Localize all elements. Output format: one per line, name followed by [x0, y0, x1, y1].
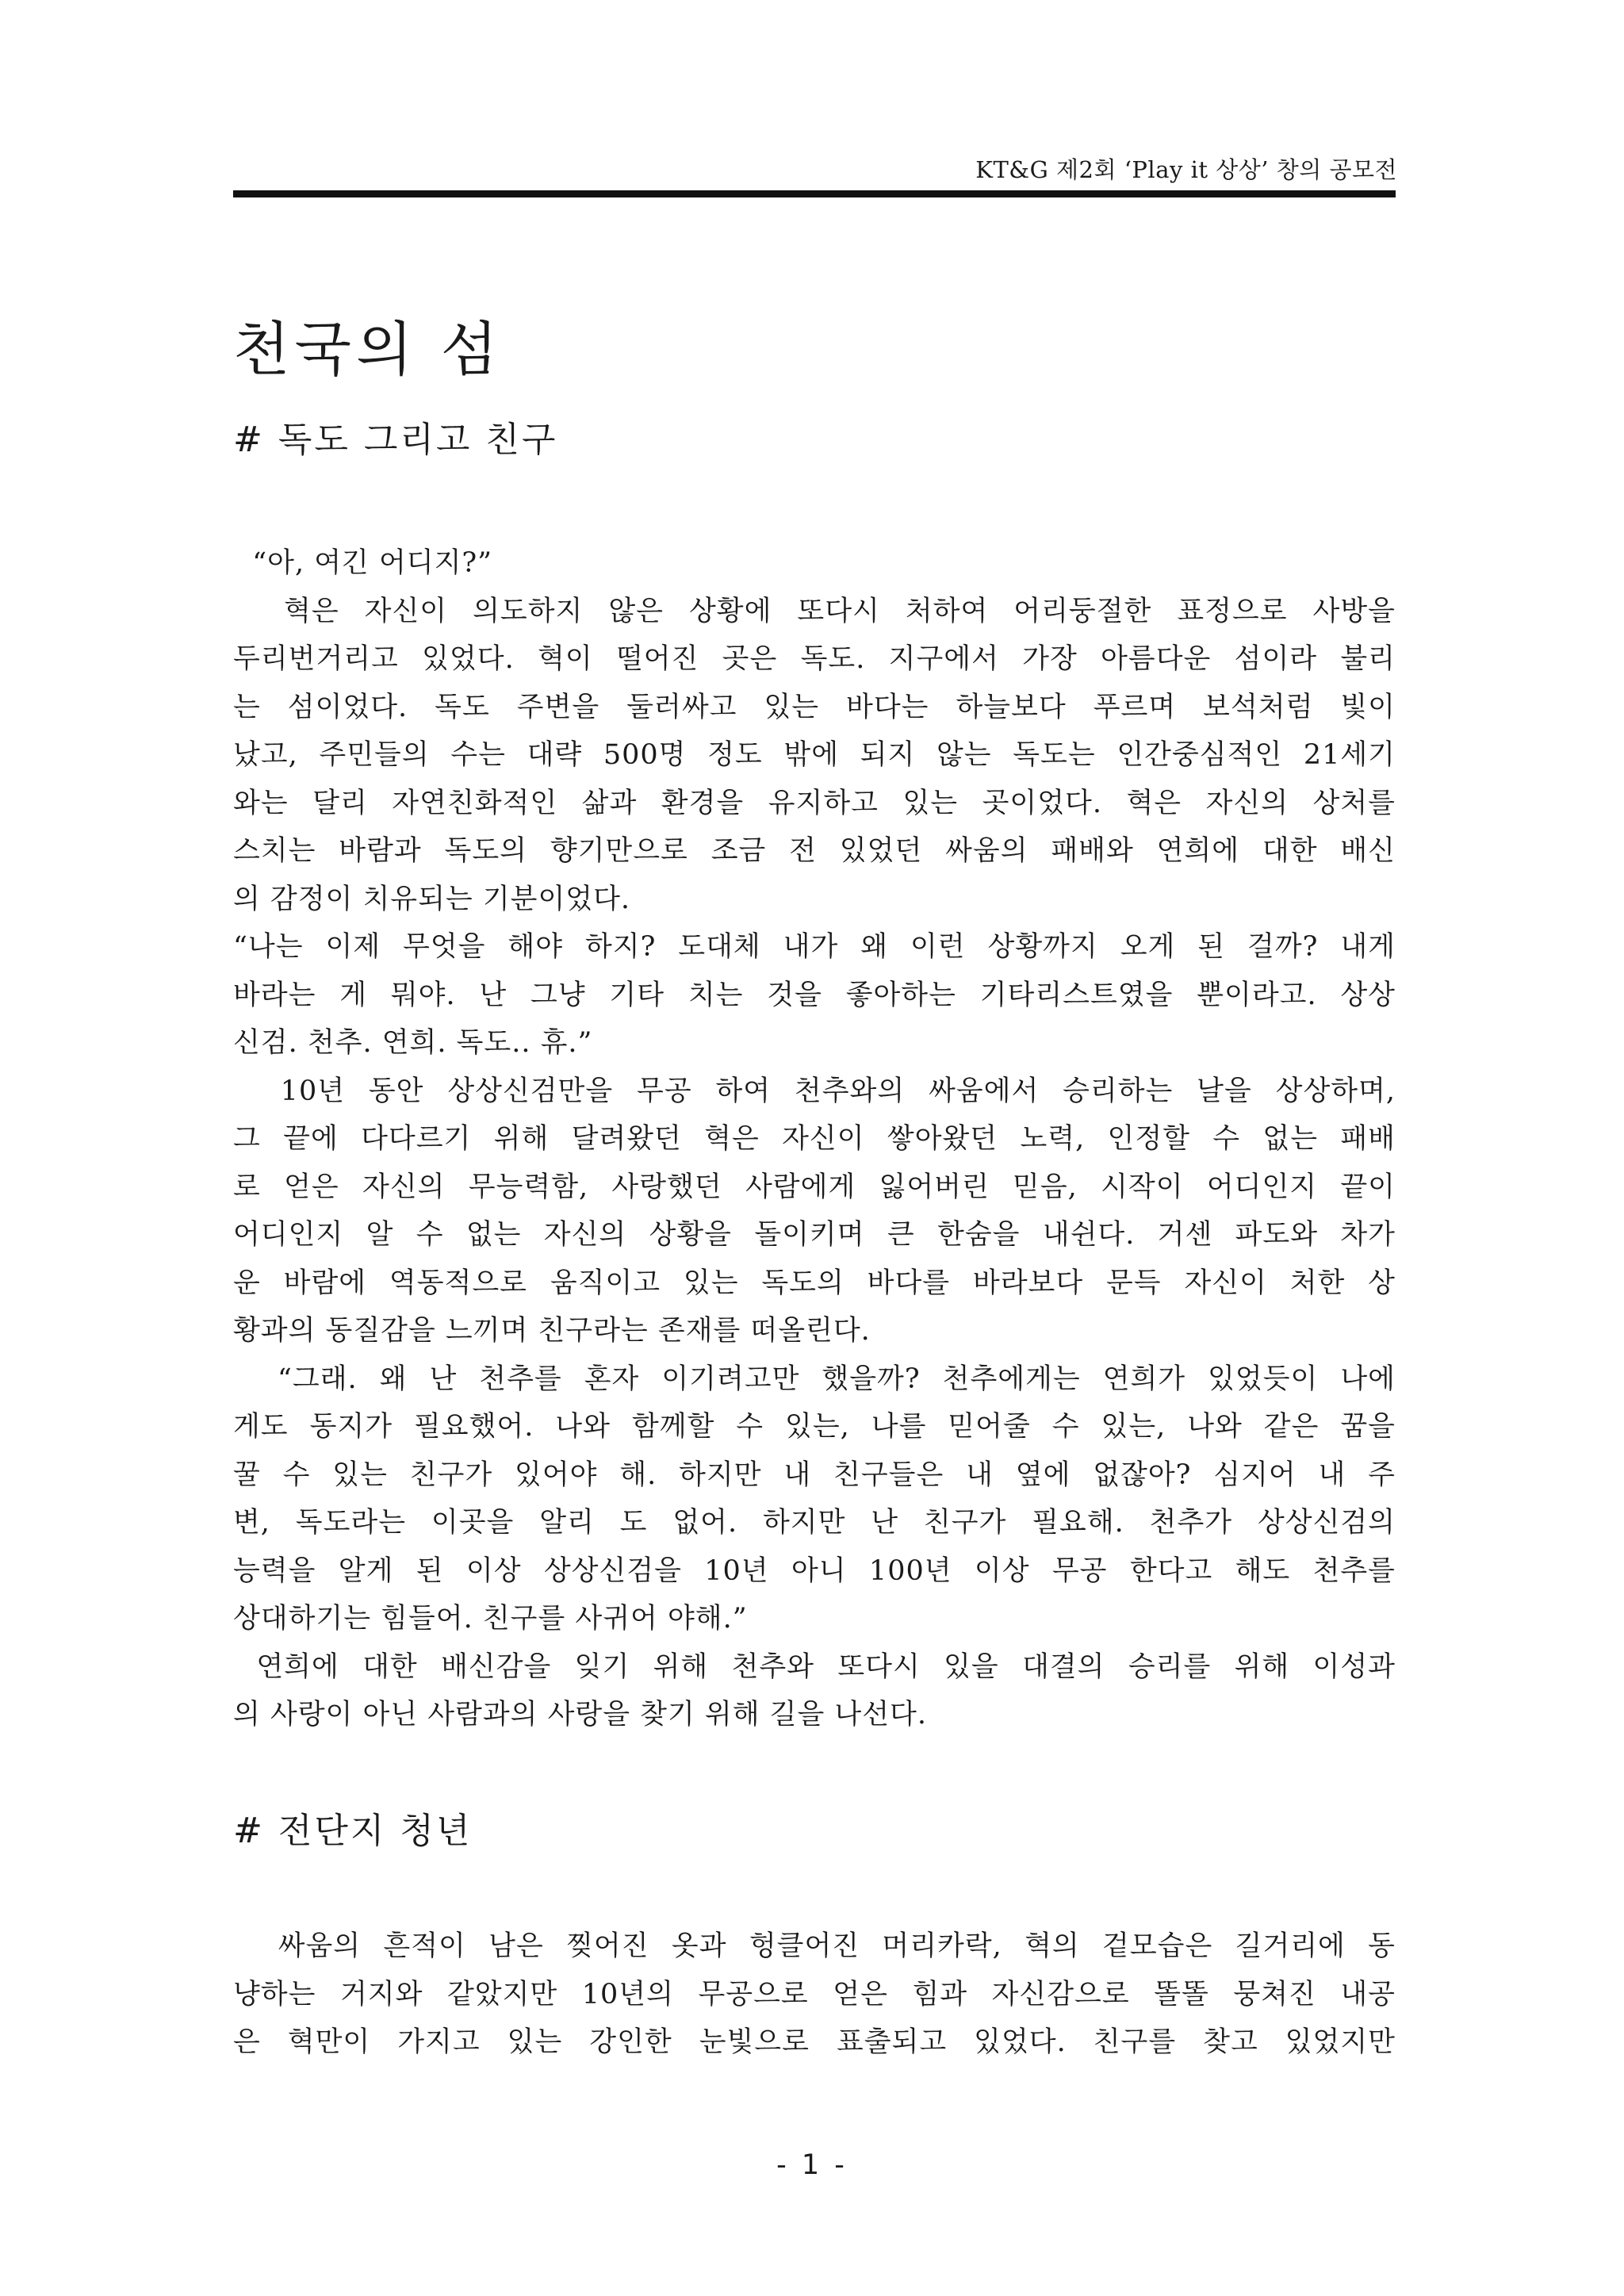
text-line: 났고, 주민들의 수는 대략 500명 정도 밖에 되지 않는 독도는 인간중심적인 21세기 — [233, 739, 1396, 771]
text-line: 신검. 천추. 연희. 독도.. 휴.” — [233, 1027, 593, 1059]
text-line: 혁은 자신이 의도하지 않은 상황에 또다시 처하여 어리둥절한 표정으로 사방을 — [233, 595, 1396, 627]
section-body-flyer — [233, 1922, 1396, 2067]
document-title: 천국의 섬 — [233, 315, 503, 384]
text-line: 와는 달리 자연친화적인 삶과 환경을 유지하고 있는 곳이었다. 혁은 자신의 상처를 — [233, 787, 1396, 819]
text-line: 변, 독도라는 이곳을 알리 도 없어. 하지만 난 친구가 필요해. 천추가 상상신검의 — [233, 1507, 1396, 1539]
text-line: 꿀 수 있는 친구가 있어야 해. 하지만 내 친구들은 내 옆에 없잖아? 심지어 내 주 — [233, 1458, 1396, 1491]
text-line: 냥하는 거지와 같았지만 10년의 무공으로 얻은 힘과 자신감으로 똘똘 뭉쳐진 내공 — [233, 1978, 1396, 2010]
text-line: 는 섬이었다. 독도 주변을 둘러싸고 있는 바다는 하늘보다 푸르며 보석처럼 빛이 — [233, 691, 1396, 723]
running-header: KT&G 제2회 ‘Play it 상상’ 창의 공모전 — [975, 156, 1397, 183]
text-line: 바라는 게 뭐야. 난 그냥 기타 치는 것을 좋아하는 기타리스트였을 뿐이라고. 상상 — [233, 979, 1396, 1011]
text-line: 상대하기는 힘들어. 친구를 사귀어 야해.” — [233, 1603, 748, 1635]
text-line: 어디인지 알 수 없는 자신의 상황을 돌이키며 큰 한숨을 내쉰다. 거센 파도와 차가 — [233, 1219, 1396, 1251]
section-heading-dokdo: # 독도 그리고 친구 — [233, 420, 558, 460]
text-line: 그 끝에 다다르기 위해 달려왔던 혁은 자신이 쌓아왔던 노력, 인정할 수 없는 패배 — [233, 1123, 1396, 1155]
text-line: 두리번거리고 있었다. 혁이 떨어진 곳은 독도. 지구에서 가장 아름다운 섬이라 불리 — [233, 643, 1396, 675]
text-line: “나는 이제 무엇을 해야 하지? 도대체 내가 왜 이런 상황까지 오게 된 걸까? 내게 — [233, 931, 1396, 963]
text-line: “아, 여긴 어디지?” — [233, 547, 493, 579]
text-line: 10년 동안 상상신검만을 무공 하여 천추와의 싸움에서 승리하는 날을 상상하며, — [233, 1075, 1396, 1107]
text-line: 게도 동지가 필요했어. 나와 함께할 수 있는, 나를 믿어줄 수 있는, 나와 같은 꿈을 — [233, 1411, 1396, 1443]
text-line: 연희에 대한 배신감을 잊기 위해 천추와 또다시 있을 대결의 승리를 위해 이성과 — [233, 1650, 1396, 1683]
text-line: 능력을 알게 된 이상 상상신검을 10년 아니 100년 이상 무공 한다고 해도 천추를 — [233, 1554, 1396, 1587]
text-line: 의 감정이 치유되는 기분이었다. — [233, 883, 631, 915]
section-body-dokdo — [233, 539, 1396, 1739]
header-rule — [233, 190, 1396, 197]
text-line: 싸움의 흔적이 남은 찢어진 옷과 헝클어진 머리카락, 혁의 겉모습은 길거리에 동 — [233, 1930, 1396, 1962]
text-line: 황과의 동질감을 느끼며 친구라는 존재를 떠올린다. — [233, 1315, 871, 1347]
text-line: 로 얻은 자신의 무능력함, 사랑했던 사람에게 잃어버린 믿음, 시작이 어디인지 끝이 — [233, 1171, 1396, 1203]
text-line: 의 사랑이 아닌 사람과의 사랑을 찾기 위해 길을 나선다. — [233, 1699, 927, 1731]
text-line: 스치는 바람과 독도의 향기만으로 조금 전 있었던 싸움의 패배와 연희에 대한 배신 — [233, 835, 1396, 867]
page-number: - 1 - — [776, 2149, 848, 2181]
text-line: “그래. 왜 난 천추를 혼자 이기려고만 했을까? 천추에게는 연희가 있었듯이 나에 — [233, 1363, 1396, 1395]
text-line: 은 혁만이 가지고 있는 강인한 눈빛으로 표출되고 있었다. 친구를 찾고 있었지만 — [233, 2026, 1396, 2058]
text-line: 운 바람에 역동적으로 움직이고 있는 독도의 바다를 바라보다 문득 자신이 처한 상 — [233, 1267, 1396, 1299]
section-heading-flyer: # 전단지 청년 — [233, 1811, 473, 1851]
